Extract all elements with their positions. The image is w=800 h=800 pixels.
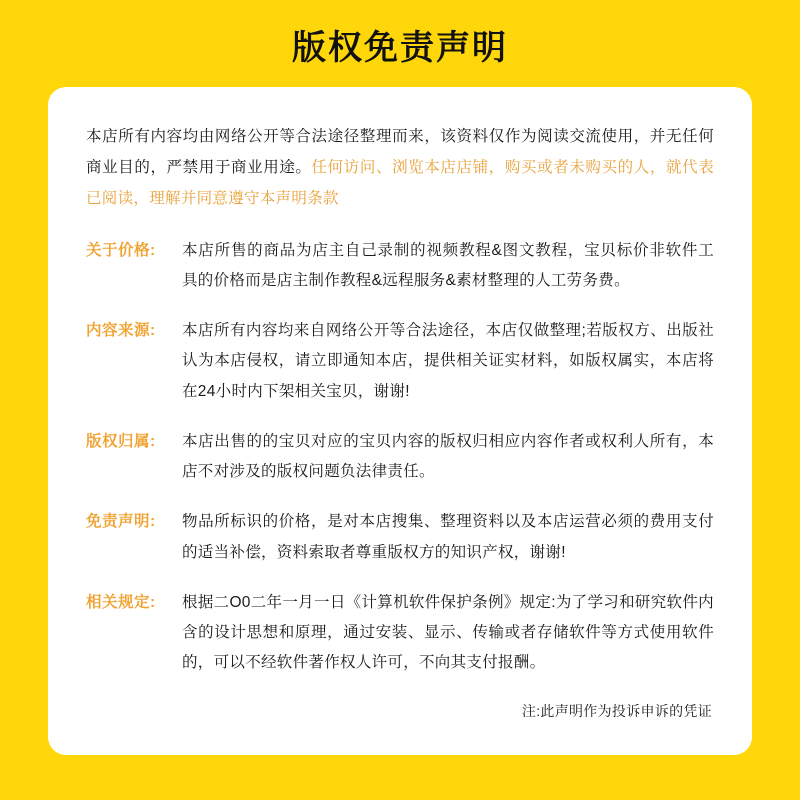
- sections-list: [86, 236, 714, 679]
- section-row-price: [86, 236, 714, 296]
- section-label: 免责声明:: [86, 513, 156, 531]
- section-text: 根据二O0二年一月一日《计算机软件保护条例》规定:为了学习和研究软件内含的设计思想和原理，通过安装、显示、传输或者存储软件等方式使用软件的，可以不经软件著作权人许可，不向其支付报酬。: [182, 593, 714, 672]
- section-label: 内容来源:: [86, 322, 156, 340]
- disclaimer-card: [48, 87, 752, 755]
- section-row-copyright: [86, 427, 714, 487]
- section-text: 物品所标识的价格，是对本店搜集、整理资料以及本店运营必须的费用支付的适当补偿，资料索取者尊重版权方的知识产权，谢谢!: [182, 513, 714, 561]
- section-row-disclaimer: [86, 507, 714, 567]
- section-row-regulations: [86, 588, 714, 679]
- section-label: 关于价格:: [86, 241, 156, 259]
- section-row-source: [86, 316, 714, 407]
- intro-paragraph: [86, 121, 714, 214]
- section-text: 本店所有内容均来自网络公开等合法途径，本店仅做整理;若版权方、出版社认为本店侵权，请立即通知本店，提供相关证实材料，如版权属实，本店将在24小时内下架相关宝贝，谢谢!: [182, 322, 714, 400]
- intro-text: 本店所有内容均由网络公开等合法途径整理而来，该资料仅作为阅读交流使用，并无任何商业目的，严禁用于商业用途。: [86, 127, 714, 176]
- section-text: 本店所售的商品为店主自己录制的视频教程&图文教程，宝贝标价非软件工具的价格而是店主制作教程&远程服务&素材整理的人工劳务费。: [182, 241, 714, 290]
- section-text: 本店出售的的宝贝对应的宝贝内容的版权归相应内容作者或权利人所有，本店不对涉及的版权问题负法律责任。: [182, 432, 714, 481]
- intro-highlight: 任何访问、浏览本店店铺，购买或者未购买的人，就代表已阅读，理解并同意遵守本声明条款: [86, 158, 714, 207]
- page-title: 版权免责声明: [292, 29, 508, 67]
- section-label: 相关规定:: [86, 593, 156, 611]
- footnote: 注:此声明作为投诉申诉的凭证: [521, 702, 712, 719]
- section-label: 版权归属:: [86, 432, 156, 450]
